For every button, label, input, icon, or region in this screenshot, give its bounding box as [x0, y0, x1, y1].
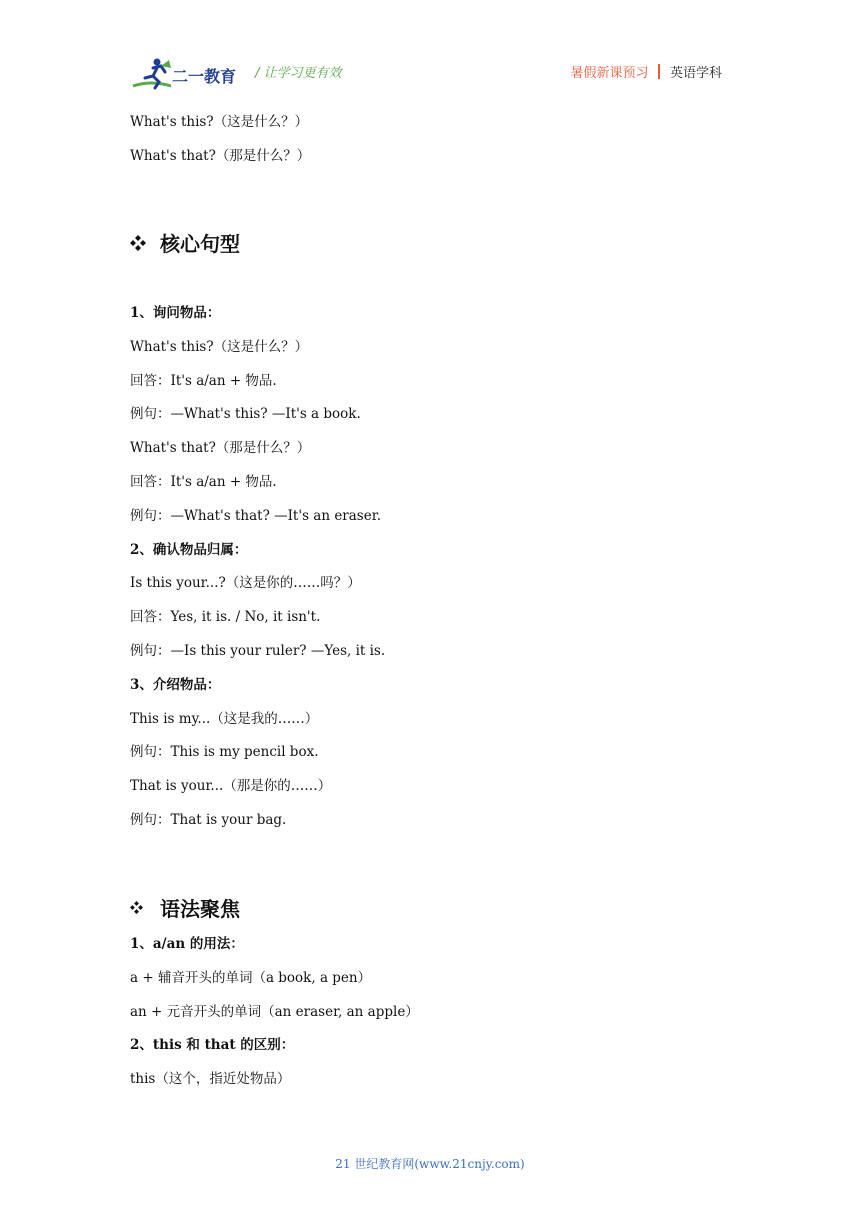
content-line: This is my...（这是我的……） [130, 710, 319, 727]
subheading: 2、this 和 that 的区别： [130, 1037, 295, 1054]
content-line: That is your...（那是你的……） [130, 778, 332, 795]
section-title-text: 核心句型 [160, 232, 240, 256]
content-line: a + 辅音开头的单词（a book, a pen） [130, 969, 372, 986]
content-line: 例句：That is your bag. [130, 812, 287, 828]
logo-text: 二一教育 [172, 67, 237, 86]
section-title-text: 语法聚焦 [160, 897, 240, 921]
content-line: 例句：—What's this? —It's a book. [130, 406, 361, 423]
header-divider [658, 64, 660, 79]
section-title-core [130, 228, 240, 257]
content-line: Is this your...?（这是你的……吗？） [130, 575, 361, 592]
page-footer: 21 世纪教育网(www.21cnjy.com) [335, 1157, 525, 1171]
content-line: What's that?（那是什么？） [130, 440, 311, 457]
subheading: 3、介绍物品： [130, 676, 221, 693]
header-right [570, 62, 722, 81]
content-line: 例句：—What's that? —It's an eraser. [130, 507, 381, 524]
subheading: 1、询问物品： [130, 305, 221, 321]
intro-line: What's this?（这是什么？） [130, 114, 309, 130]
content-line: 回答：It's a/an + 物品. [130, 372, 277, 389]
four-diamond-icon [130, 235, 146, 251]
content-line: 例句：This is my pencil box. [130, 744, 319, 761]
term-label: 暑假新课预习 [570, 66, 649, 81]
content-line: this（这个，指近处物品） [130, 1071, 291, 1088]
intro-line: What's that?（那是什么？） [130, 148, 311, 164]
content-line: 回答：It's a/an + 物品. [130, 474, 277, 490]
subheading: 2、确认物品归属： [130, 541, 248, 558]
slogan: / 让学习更有效 [255, 66, 342, 81]
section-title-grammar [130, 893, 240, 922]
four-diamond-icon [130, 901, 143, 914]
content-line: What's this?（这是什么？） [130, 338, 309, 355]
content-line: an + 元音开头的单词（an eraser, an apple） [130, 1003, 419, 1020]
subheading: 1、a/an 的用法： [130, 936, 244, 952]
subject-label: 英语学科 [669, 66, 722, 81]
content-line: 例句：—Is this your ruler? —Yes, it is. [130, 643, 386, 659]
content-line: 回答：Yes, it is. / No, it isn't. [130, 609, 321, 626]
page-header [0, 0, 860, 100]
